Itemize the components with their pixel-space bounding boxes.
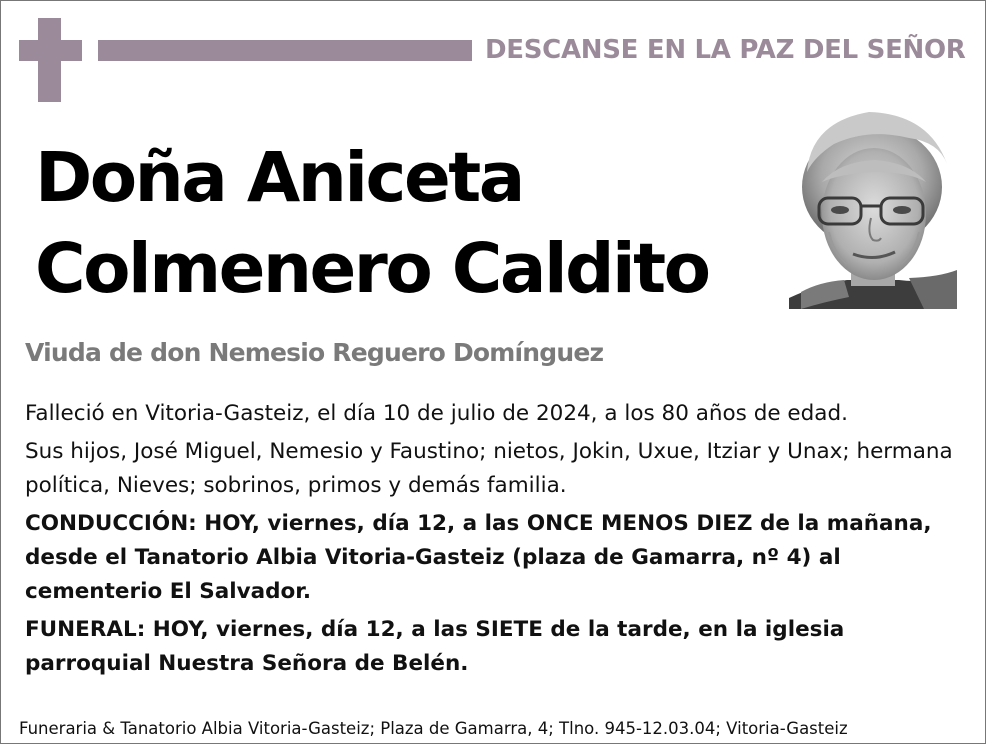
notice-body [25,397,975,685]
funeral-home-footer: Funeraria & Tanatorio Albia Vitoria-Gasteiz; Plaza de Gamarra, 4; Tlno. 945-12.03.04; Vitoria-Gasteiz [19,719,848,738]
deceased-portrait-photo [789,102,957,309]
widow-line: Viuda de don Nemesio Reguero Domínguez [25,338,604,367]
deceased-name-line1: Doña Aniceta [35,138,523,218]
header-title: DESCANSE EN LA PAZ DEL SEÑOR [485,35,966,65]
deceased-name [35,133,709,315]
header-divider-bar [98,40,472,61]
family-statement: Sus hijos, José Miguel, Nemesio y Faustino; nietos, Jokin, Uxue, Itziar y Unax; hermana política, Nieves; sobrinos, primos y demás familia. [25,439,953,498]
funeral-statement: FUNERAL: HOY, viernes, día 12, a las SIETE de la tarde, en la iglesia parroquial Nuestra Señora de Belén. [25,617,845,676]
death-statement: Falleció en Vitoria-Gasteiz, el día 10 de julio de 2024, a los 80 años de edad. [25,401,848,426]
conduccion-statement: CONDUCCIÓN: HOY, viernes, día 12, a las ONCE MENOS DIEZ de la mañana, desde el Tanatorio Albia Vitoria-Gasteiz (plaza de Gamarra, nº 4) al cementerio El Salvador. [25,511,932,604]
cross-icon [19,18,82,102]
deceased-name-line2: Colmenero Caldito [35,229,709,309]
